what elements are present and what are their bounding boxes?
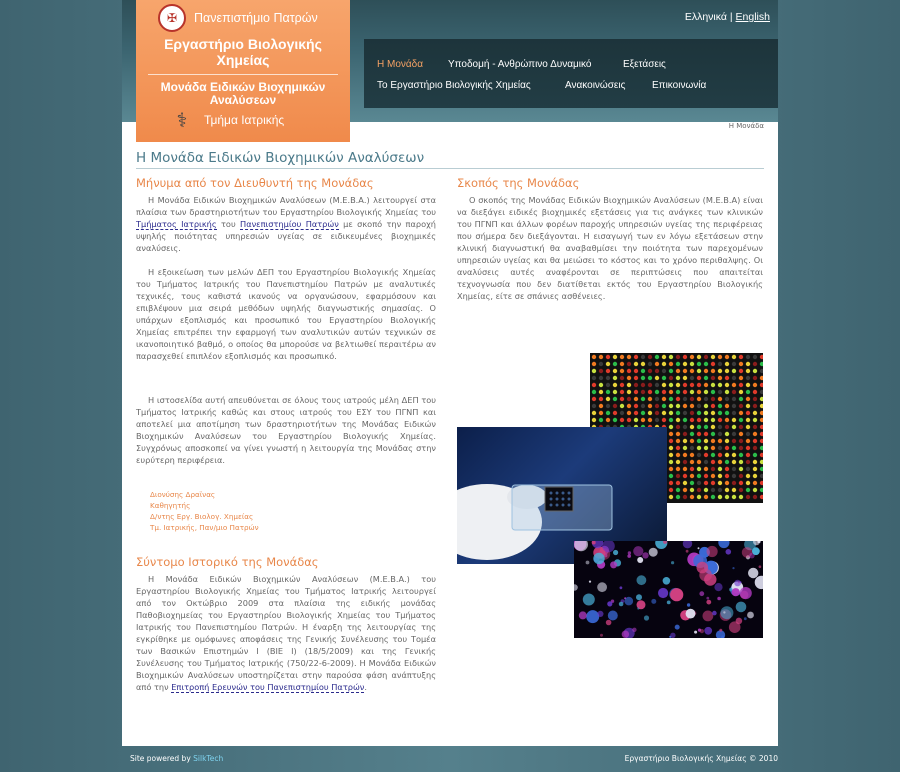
university-row	[158, 4, 318, 32]
language-switcher	[685, 11, 770, 23]
logo-divider	[148, 74, 338, 75]
molecule-beads-image	[574, 541, 763, 638]
scope-title: Σκοπός της Μονάδας	[457, 176, 580, 190]
medical-school-link[interactable]: Τμήματος Ιατρικής	[136, 219, 217, 229]
nav-item-unit[interactable]: Η Μονάδα	[377, 59, 424, 70]
breadcrumb[interactable]: Η Μονάδα	[728, 122, 764, 130]
nav-item-infrastructure[interactable]: Υποδομή - Ανθρώπινο Δυναμικό	[448, 59, 592, 70]
signature-block	[150, 489, 259, 533]
lab-title: Εργαστήριο Βιολογικής Χημείας	[164, 36, 322, 68]
history-title: Σύντομο Ιστορικό της Μονάδας	[136, 555, 319, 569]
footer-powered-by: Site powered by SilkTech	[130, 754, 224, 763]
footer-copyright: Εργαστήριο Βιολογικής Χημείας © 2010	[624, 754, 778, 763]
lang-separator: |	[729, 11, 733, 23]
scope-paragraph: Ο σκοπός της Μονάδας Ειδικών Βιοχημικών Αναλύσεων (Μ.Ε.Β.Α) είναι να διεξάγει ειδικές βιοχημικές εξετάσεις για τις ανάγκες των κλινικών του ΠΓΝΠ και άλλων φορέων παροχής υπηρεσιών υγείας της περιφέρειας που σήμερα δεν διεξάγονται. Η εισαγωγή των εν λόγω εξετάσεων στην κλινική διαγνωστική θα αναβαθμίσει την ποιότητα των παρεχομένων υπηρεσιών υγείας και θα μειώσει το κόστος και το χρόνο περιθαλψης. Οι αναλύσεις αυτές αναφέρονται σε περιπτώσεις που απαιτείται τεχνογνωσία που δεν διατίθεται εκτός του Εργαστηρίου Βιολογικής Χημείας, είτε σε σπάνιες ασθένειες.	[457, 195, 763, 301]
university-seal-icon: ✠	[158, 4, 186, 32]
university-link[interactable]: Πανεπιστημίου Πατρών	[240, 219, 339, 229]
footer-brand-link[interactable]: SilkTech	[193, 754, 224, 763]
director-message-title: Μήνυμα από τον Διευθυντή της Μονάδας	[136, 176, 374, 190]
page-title: Η Μονάδα Ειδικών Βιοχημικών Αναλύσεων	[136, 150, 764, 169]
signature-department: Τμ. Ιατρικής, Παν/μιο Πατρών	[150, 523, 259, 532]
unit-title: Μονάδα Ειδικών Βιοχημικών Αναλύσεων	[160, 80, 326, 107]
director-paragraph-3: Η ιστοσελίδα αυτή απευθύνεται σε όλους τους ιατρούς μέλη ΔΕΠ του Τμήματος Ιατρικής καθώς και στους ιατρούς του ΕΣΥ του ΠΓΝΠ και αποτελεί μια αποτίμηση των δραστηριοτήτων της Μονάδας Ειδικών Βιοχημικών Αναλύσεων του Εργαστηρίου Βιολογικής Χημείας. Συγχρόνως αποσκοπεί να γίνει γνωστή η λειτουργία της Μονάδας στην ευρύτερη περιφέρεια.	[136, 395, 436, 465]
nav-item-contact[interactable]: Επικοινωνία	[652, 80, 707, 91]
caduceus-icon: ⚕	[176, 108, 188, 132]
signature-role: Καθηγητής	[150, 501, 191, 510]
director-paragraph-1: Η Μονάδα Ειδικών Βιοχημικών Αναλύσεων (Μ.Ε.Β.Α.) λειτουργεί στα πλαίσια των δραστηριοτήτων του Εργαστηρίου Βιολογικής Χημείας του Τμήματος Ιατρικής του Πανεπιστημίου Πατρών με σκοπό την παροχή υψηλής ποιότητας υπηρεσιών υγείας σε ειδικευμένες βιοχημικές αναλύσεις.	[136, 195, 436, 253]
signature-name: Διονύσης Δραϊνας	[150, 490, 216, 499]
department-row	[170, 108, 284, 132]
main-nav	[364, 39, 778, 108]
nav-item-announcements[interactable]: Ανακοινώσεις	[565, 80, 626, 91]
history-paragraph: Η Μονάδα Ειδικών Βιοχημικών Αναλύσεων (Μ.Ε.Β.Α.) του Εργαστηρίου Βιολογικής Χημείας του Τμήματος Ιατρικής λειτουργεί από τον Οκτώβριο 2009 στα πλαίσια της ειδικής μονάδας Παθοβιοχημείας του Εργαστηρίου Βιολογικής Χημείας του Τμήματος Ιατρικής του Πανεπιστημίου Πατρών. Η έναρξη της λειτουργίας της εγκρίθηκε με ομόφωνες αποφάσεις της Γενικής Συνέλευσης του Τομέα των Βασικών Επιστημών Ι (ΒΙΕ Ι) (18/5/2009) και της Γενικής Συνέλευσης του Τμήματος Ιατρικής (750/22-6-2009). Η Μονάδα Ειδικών Βιοχημικών Αναλύσεων υποστηρίζεται στην παρούσα φάση ανάπτυξης από την Επιτροπή Ερευνών του Πανεπιστημίου Πατρών.	[136, 574, 436, 692]
page-container	[122, 0, 778, 746]
nav-item-lab[interactable]: Το Εργαστήριο Βιολογικής Χημείας	[377, 80, 531, 91]
nav-item-exams[interactable]: Εξετάσεις	[623, 59, 666, 70]
research-committee-link[interactable]: Επιτροπή Ερευνών του Πανεπιστημίου Πατρών	[171, 682, 365, 692]
signature-director: Δ/ντης Εργ. Βιολογ. Χημείας	[150, 512, 254, 521]
lang-greek-link[interactable]: Ελληνικά	[684, 11, 727, 23]
department-name: Τμήμα Ιατρικής	[204, 113, 285, 127]
director-paragraph-2: Η εξοικείωση των μελών ΔΕΠ του Εργαστηρίου Βιολογικής Χημείας του Τμήματος Ιατρικής του Πανεπιστημίου Πατρών με αναλυτικές τεχνικές, τους καθιστά ικανούς να οργανώσουν, εφαρμόσουν και επιβλέψουν μια σειρά μεθόδων υψηλής διαγνωστικής σημασίας. Ο υπάρχων εξοπλισμός και προσωπικό του Εργαστηρίου Βιολογικής Χημείας επιτρέπει την εφαρμογή των αναλυτικών αυτών τεχνικών σε ικανοποιητικό βαθμό, ο οποίος θα μπορούσε να βελτιωθεί περαιτέρω αν παρασχεθεί επιπλέον εξοπλισμός και προσωπικό.	[136, 267, 436, 361]
university-name: Πανεπιστήμιο Πατρών	[194, 11, 318, 25]
logo-box[interactable]	[136, 0, 350, 142]
lang-english-link[interactable]: English	[735, 11, 770, 23]
